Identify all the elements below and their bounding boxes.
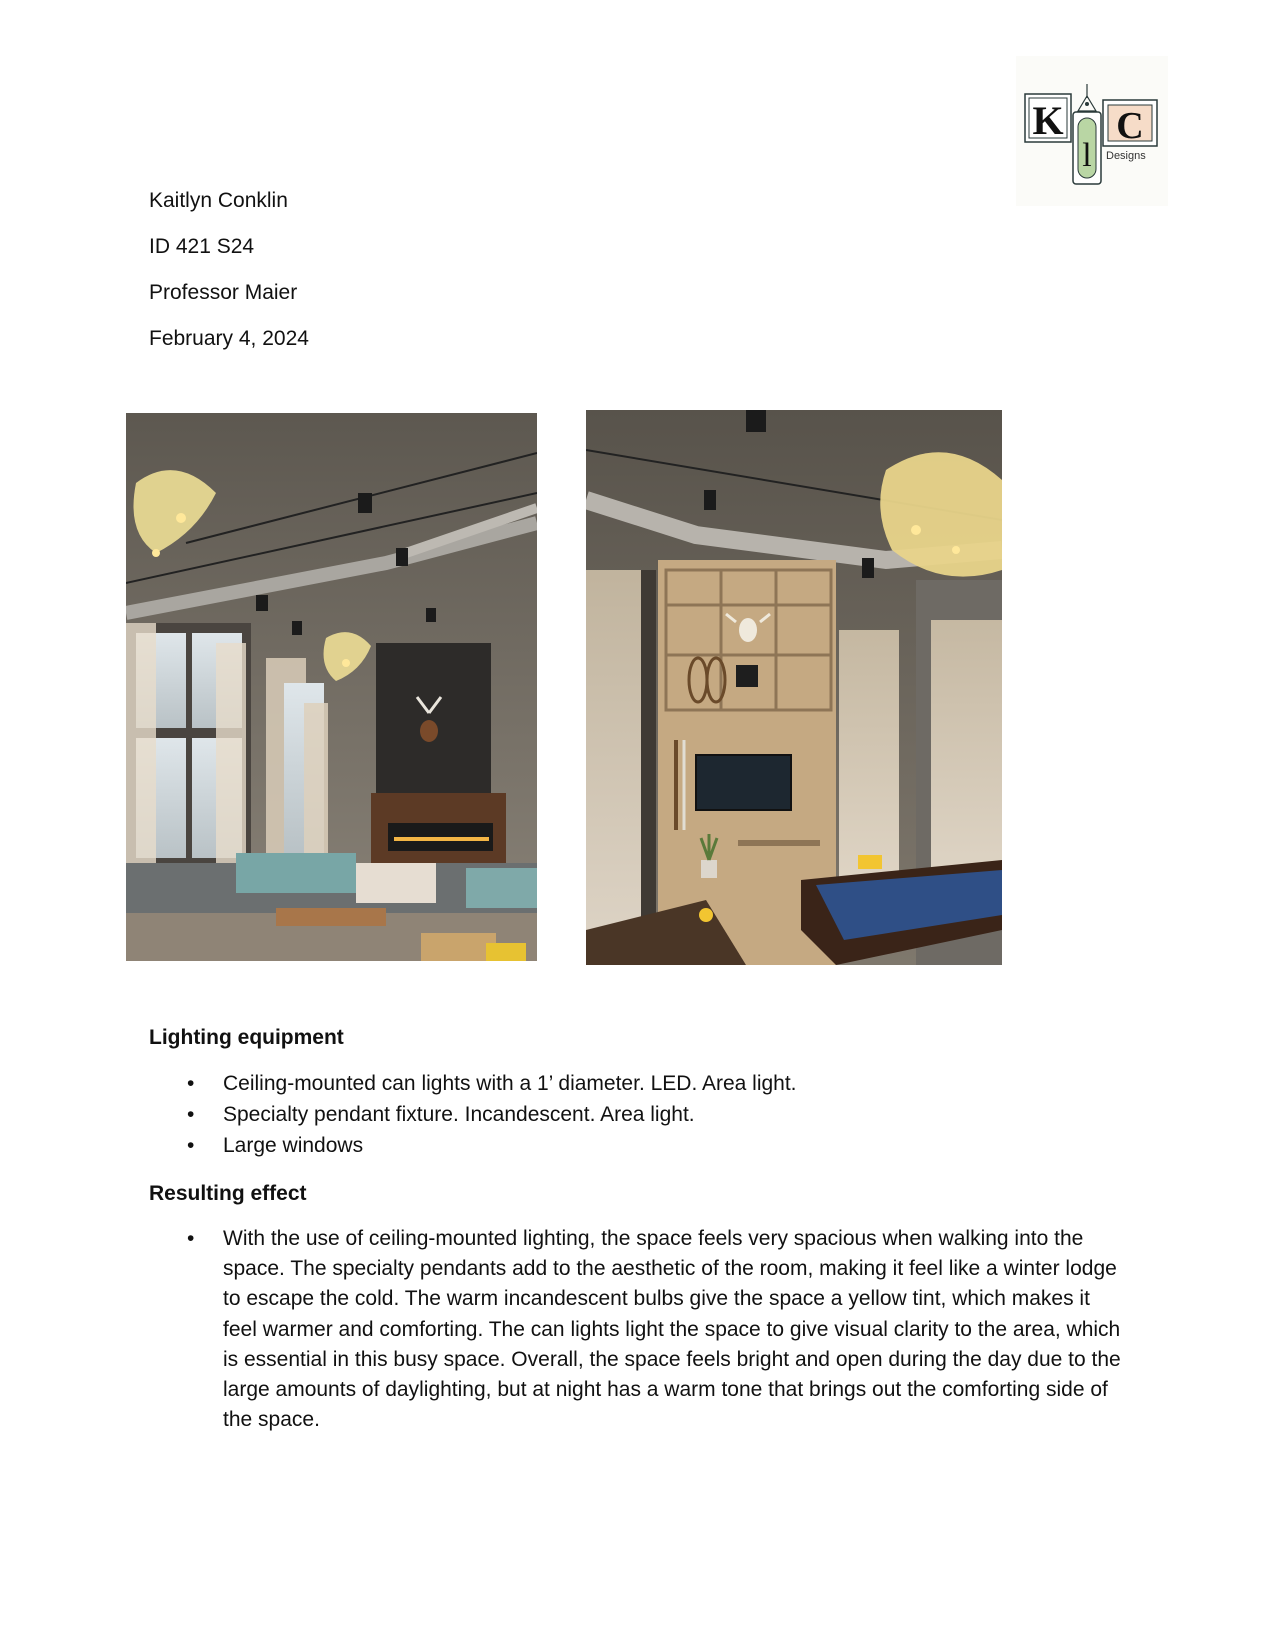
logo-letter-c: C bbox=[1116, 105, 1144, 147]
bullet-icon: • bbox=[187, 1103, 195, 1126]
logo-letter-l: l bbox=[1082, 137, 1092, 174]
bullet-icon: • bbox=[187, 1134, 195, 1157]
list-item-text: Ceiling-mounted can lights with a 1’ diameter. LED. Area light. bbox=[223, 1072, 797, 1095]
professor-name: Professor Maier bbox=[149, 281, 298, 304]
lighting-equipment-heading: Lighting equipment bbox=[149, 1026, 344, 1049]
photo-lounge-fireplace bbox=[126, 413, 537, 961]
list-item bbox=[149, 1130, 1129, 1161]
resulting-effect-list bbox=[149, 1224, 1124, 1435]
list-item bbox=[149, 1099, 1129, 1130]
photo-shelving-wall-pool-table bbox=[586, 410, 1002, 965]
bullet-icon: • bbox=[187, 1227, 195, 1250]
list-item bbox=[149, 1068, 1129, 1099]
lighting-equipment-list bbox=[149, 1068, 1129, 1161]
logo-letter-k: K bbox=[1032, 98, 1064, 143]
bullet-icon: • bbox=[187, 1072, 195, 1095]
list-item bbox=[149, 1224, 1124, 1435]
author-name: Kaitlyn Conklin bbox=[149, 189, 288, 212]
resulting-effect-heading: Resulting effect bbox=[149, 1182, 307, 1205]
course-id: ID 421 S24 bbox=[149, 235, 255, 258]
list-item-text: With the use of ceiling-mounted lighting, the space feels very spacious when walking into the space. The specialty pendants add to the aesthetic of the room, making it feel like a winter lodge to escape the cold. The warm incandescent bulbs give the space a yellow tint, which makes it feel warmer and comforting. The can lights light the space to give visual clarity to the area, which is essential in this busy space. Overall, the space feels bright and open during the day due to the large amounts of daylighting, but at night has a warm tone that brings out the comforting side of the space. bbox=[223, 1227, 1121, 1432]
list-item-text: Large windows bbox=[223, 1134, 364, 1157]
document-date: February 4, 2024 bbox=[149, 327, 309, 350]
kc-designs-logo bbox=[1016, 56, 1168, 206]
list-item-text: Specialty pendant fixture. Incandescent. Area light. bbox=[223, 1103, 695, 1126]
logo-tagline: Designs bbox=[1106, 150, 1146, 162]
